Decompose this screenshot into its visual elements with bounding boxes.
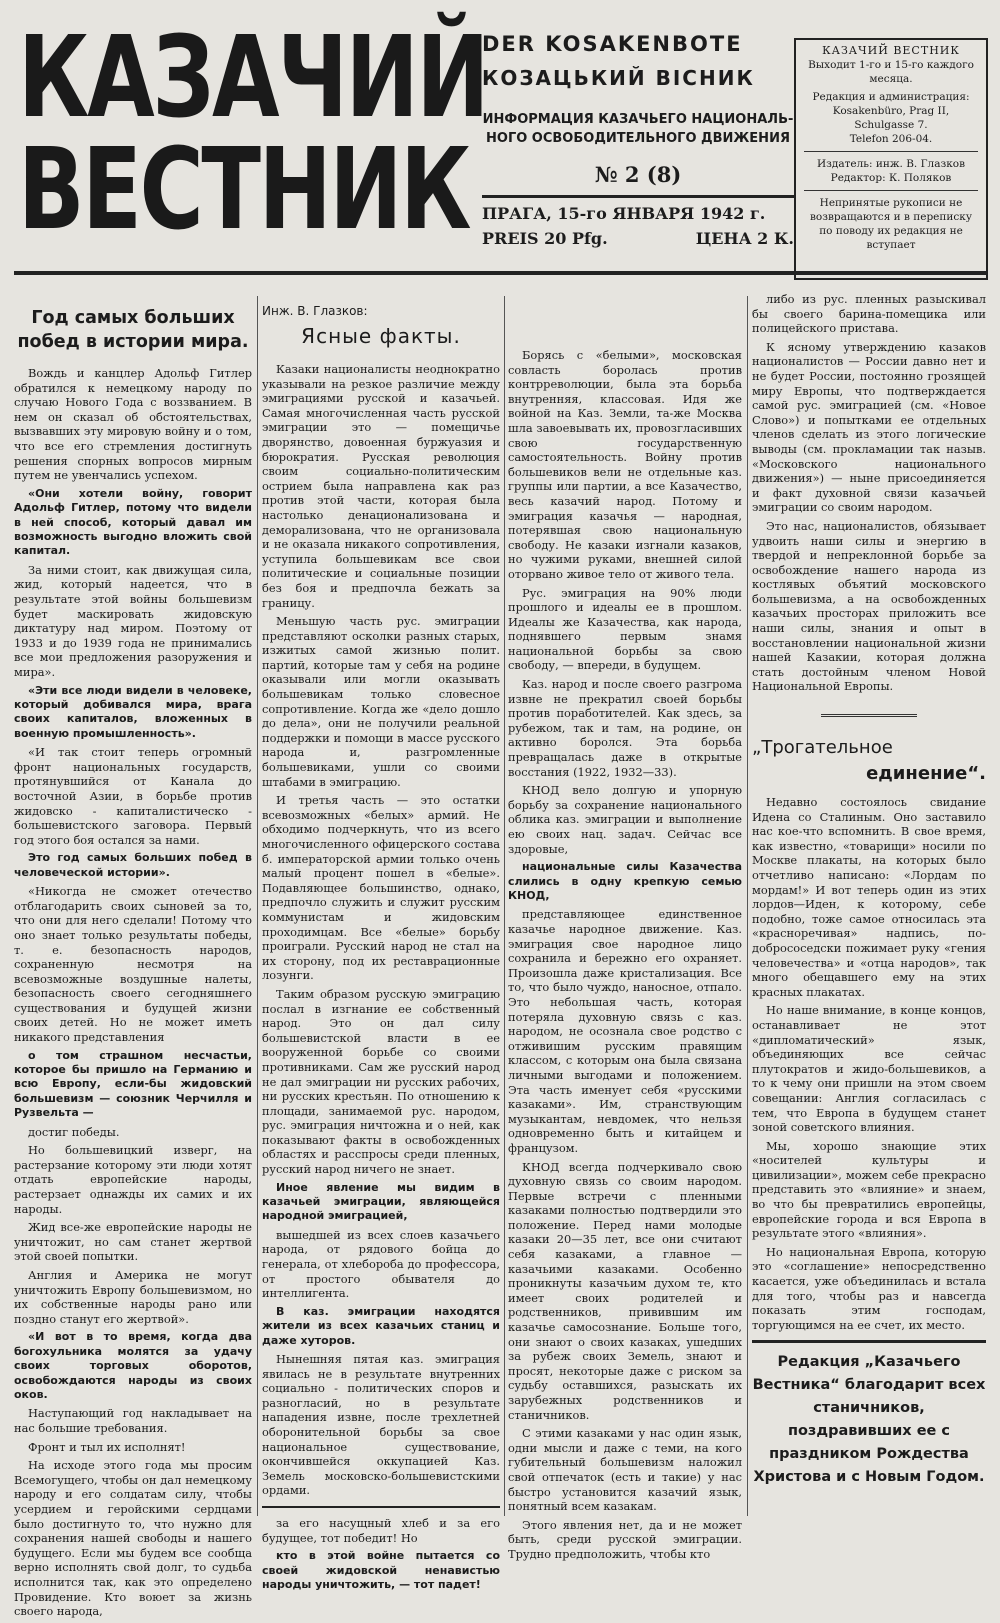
article1-paragraph: Фронт и тыл их исполнят! — [28, 1439, 186, 1454]
infobox-address-line1: Kosakenbüro, Prag II, — [832, 105, 950, 117]
article3-paragraph: Недавно состоялось свидание Идена со Сталиным. Оно заставило нас кое-что вспомнить. В свое время, как известно, «товарищи» носили по Москве плакаты, на которых было отчетливо написано: «Лордам по мордам!» И вот теперь один из этих лордов—Иден, к которому, себе подобно, тоже самое относилась эта «красноречивая» надпись, по-добрососедски пожимает руку «гения человечества» и «отца народов», так много обещавшего ему на этих красных плакатах. — [752, 795, 986, 999]
article2-paragraph: вышедшей из всех слоев казачьего народа, от рядового бойца до генерала, от хлебороба до профессора, от простого обывателя до интеллигента. — [262, 1227, 500, 1301]
article2-paragraph: Каз. народ и после своего разгрома извне не прекратил своей борьбы против поработителей. Как здесь, за рубежом, так и там, на родине, он активно боролся. Эта борьба превращалась даже в открытые восстания (1922, 1932—33). — [508, 677, 742, 779]
price-german: PREIS 20 Pfg. — [482, 229, 608, 248]
infobox-note: Непринятые рукописи не возвращаются и в переписку по поводу их редакция не вступает — [809, 197, 973, 251]
article1-paragraph: Англия и Америка не могут уничтожить Европу большевизмом, но их собственные народы рано или поздно станут его жертвой». — [14, 1268, 252, 1326]
article3-headline-line2: единение“. — [866, 763, 986, 785]
article1-paragraph: «Эти все люди видели в человеке, который добивался мира, врага своих капиталов, вложенных в военную промышленность». — [14, 683, 252, 740]
article1-paragraph: о том страшном несчастьи, которое бы пришло на Германию и всю Европу, если-бы жидовский большевизм — союзник Черчилля и Рузвельта — — [14, 1048, 252, 1120]
masthead-center — [482, 32, 794, 248]
header-rule — [14, 271, 986, 275]
article1-paragraph: «Никогда не сможет отечество отблагодарить своих сыновей за то, что они для него сделали! Потому что оно знает только результаты победы, т. е. безопасность народов, сохраненную несмотря на всевозможные воздушные налеты, безопасность своего сегодняшнего существования и будущей жизни своих детей. Но не может иметь никакого представления — [14, 884, 252, 1045]
article1-paragraph: Но большевицкий изверг, на растерзание которому эти люди хотят отдать европейские народы, растерзает однажды их самих и их народы. — [14, 1143, 252, 1216]
article3-headline-line1: „Трогательное — [752, 737, 893, 759]
article1-paragraph: За ними стоит, как движущая сила, жид, который надеется, что в результате этой войны большевизм будет маскировать жидовскую диктатуру над миром. Поэтому от 1933 и до 1939 года не принимались все мои предложения разоружения и мира». — [14, 562, 252, 679]
article1-paragraph: Наступающий год накладывает на нас большие требования. — [14, 1406, 252, 1436]
article2-paragraph: Это нас, националистов, обязывает удвоить наши силы и энергию в твердой и непреклонной борьбе за освобождение нашего народа из костлявых объятий московского большевизма, а на освобожденных казачьих просторах приложить все наши силы, знания и опыт в восстановлении национальной жизни нашей Казакии, которая должна стать достойным членом Новой Национальной Европы. — [752, 518, 986, 694]
article1-paragraph: Вождь и канцлер Адольф Гитлер обратился к немецкому народу по случаю Нового Года с воззванием. В нем он сказал об обстоятельствах, вызвавших эту мировую войну и о том, что все его стремления достигнуть решения спорных вопросов мирным путем не увенчались успехом. — [14, 366, 252, 483]
column-4 — [752, 292, 986, 1489]
article2-final-body — [752, 292, 986, 694]
article2-paragraph: КНОД всегда подчеркивало свою духовную связь со своим народом. Первые встречи с пленными казаками полностью подтвердили это положение. Перед нами молодые казаки 20—35 лет, все они считают себя казаками, а главное — казачьими казаками. Особенно проникнуты казачьим духом те, кто имеет своих родителей и родственников, привившим им казачье самосознание. Больше того, они знают о своих казаках, ушедших за рубеж своих Земель, знают и просят, некоторые даже с риском за судьбу оставшихся, разыскать их зарубежных родственников и станичников. — [508, 1159, 742, 1422]
article2-paragraph: КНОД вело долгую и упорную борьбу за сохранение национального облика каз. эмиграции и выполнение ею своих нац. задач. Сейчас все здоровые, — [508, 783, 742, 856]
ornamental-divider — [752, 702, 986, 721]
article2-paragraph: Борясь с «белыми», московская совласть боролась против контрреволюции, была эта борьба внутренняя, классовая. Идя же войной на Каз. Земли, та-же Москва шла завоевывать их, провозгласивших свою государственную самостоятельность. Войну против большевиков вели не отдельные каз. группы или партии, а все Казачество, весь казачий народ. Потому и эмиграция казачья — народная, потерявшая свою национальную свободу. Не казаки изгнали казаков, но чужими руками, внешней силой оторвано живое тело от живого тела. — [508, 348, 742, 581]
article1-paragraph: Это год самых больших побед в человеческой истории». — [14, 851, 252, 879]
newspaper-title-line2: ВЕСТНИК — [18, 125, 470, 255]
masthead-divider — [482, 195, 794, 198]
issue-number: № 2 (8) — [594, 162, 682, 187]
article2-headline: Ясные факты. — [301, 324, 461, 348]
ornament-line — [821, 714, 917, 717]
infobox-editor: Редактор: К. Поляков — [830, 172, 952, 184]
price-russian: ЦЕНА 2 К. — [695, 229, 794, 248]
article3-paragraph: Но национальная Европа, которую это «соглашение» непосредственно касается, уже объединилась и встала для того, чтобы раз и навсегда показать этим господам, торгующимся на ее счет, их место. — [752, 1244, 986, 1332]
column-separator — [504, 296, 505, 1516]
column-1 — [14, 292, 252, 1623]
ukrainian-title: КОЗАЦЬКИЙ ВІСНИК — [482, 66, 755, 90]
article2-divider — [262, 1506, 500, 1508]
article1-continuation: кто в этой войне пытается со своей жидовской ненавистью народы уничтожить, — тот падет! — [262, 1549, 500, 1591]
article2-paragraph: Этого явления нет, да и не может быть, среди русской эмиграции. Трудно предположить, чтобы кто — [508, 1517, 742, 1561]
article1-paragraph: «И вот в то время, когда два богохульника молятся за удачу своих торговых оборотов, освобождаются народы из своих оков. — [14, 1330, 252, 1402]
article2-paragraph: Таким образом русскую эмиграцию послал в изгнание ее собственный народ. Это он дал силу большевистской власти в ее вооруженной борьбе со своими противниками. Сам же русский народ не дал эмиграции ни русских рабочих, ни русских крестьян. По отношению к площади, занимаемой рус. народом, рус. эмиграция ничтожна и о ней, как показывают факты в освобожденных областях и расспросы среди пленных, русский народ ничего не знает. — [262, 986, 500, 1177]
article1-paragraph: На исходе этого года мы просим Всемогущего, чтобы он дал немецкому народу и его солдатам силу, чтобы усердием и геройскими сердцами было достигнуто то, что нужно для сохранения нашей свободы и нашего будущего. Если мы будем все сообща верно исполнять свой долг, то судьба исполнится так, как это определено Провидение. Кто воюет за жизнь своего народа, — [14, 1458, 252, 1619]
infobox-publisher: Издатель: инж. В. Глазков — [816, 158, 966, 170]
article2-paragraph: Меньшую часть рус. эмиграции представляют осколки разных старых, изжитых самой жизнью полит. партий, которые там у себя на родине оказывали или могли оказывать большевикам только словесное сопротивление. Когда же «дело дошло до дела», они не получили реальной поддержки и помощи в массе русского народа и, разгромленные большевиками, ушли со своими штабами в эмиграцию. — [262, 614, 500, 789]
dateline — [482, 204, 794, 223]
german-title: DER KOSAKENBOTE — [482, 32, 743, 56]
column-2 — [262, 292, 500, 1596]
article2-paragraph: представляющее единственное казачье народное движение. Каз. эмиграция свое народное лицо сохранила и бережно его охраняет. Произошла даже кристализация. Все то, что было чуждо, наносное, отпало. Это небольшая часть, которая потеряла духовную связь с каз. народом, не осознала свое родство с отживишим русским правящим классом, с которым она была связана личными выгодами и положением. Эта часть именует себя «русскими казаками». Им, странствующим музыкантам, невдомек, что нельзя одновременно быть и китайцем и французом. — [508, 907, 742, 1155]
article2-paragraph: Рус. эмиграция на 90% люди прошлого и идеалы ее в прошлом. Идеалы же Казачества, как народа, поднявшего первым знамя национальной борьбы за свою свободу, — впереди, в будущем. — [508, 585, 742, 673]
thanks-divider — [752, 1340, 986, 1343]
article1-headline: Год самых больших побед в истории мира. — [17, 308, 249, 352]
article1-body — [14, 366, 252, 1619]
column-separator — [747, 296, 748, 1516]
article1-continuation: за его насущный хлеб и за его будущее, тот победит! Но — [262, 1516, 500, 1545]
newspaper-title-line1: КАЗАЧИЙ — [18, 13, 488, 143]
column-separator — [257, 296, 258, 1516]
article2-paragraph: либо из рус. пленных разыскивал бы своего барина-помещика или полицейского пристава. — [752, 292, 986, 336]
price-line — [482, 229, 794, 248]
article2-byline: Инж. В. Глазков: — [262, 304, 368, 318]
masthead — [12, 14, 988, 276]
article2-paragraph: Казаки националисты неоднократно указывали на резкое различие между эмиграциями русской и казачьей. Самая многочисленная часть русской эмиграции это — помещичье дворянство, довоенная буржуазия и бюрократия. Русская революция своим социально-политическим острием была направлена как раз против этой части, которая была настолько денационализована и деморализована, что не организовала и не оказала никакого сопротивления, уступила большевикам все свои политические и социальные позиции без боя и предпочла бежать за границу. — [262, 362, 500, 610]
publication-info-box — [794, 38, 988, 280]
article2-paragraph: К ясному утверждению казаков националистов — России давно нет и не будет России, постоянно грозящей миру Европы, что подтверждается самой рус. эмиграцией (см. «Новое Слово») и попытками ее отдельных членов сделать из этого логические выводы (см. прокламации так назыв. «Московского национального движения») — ныне присоединяется и факт духовной связи казачьей эмиграции со своим народом. — [752, 339, 986, 515]
infobox-phone: Telefon 206-04. — [849, 133, 933, 145]
article2-paragraph: Иное явление мы видим в казачьей эмиграции, являющейся народной эмиграцией, — [262, 1180, 500, 1223]
article3-paragraph: Но наше внимание, в конце концов, останавливает не этот «дипломатический» язык, объединяющих все сейчас плутократов и жидо-большевиков, а то к чему они пришли на этом своем совещании: Англия согласилась с тем, что Европа в будущем станет зоной советского влияния. — [752, 1003, 986, 1135]
infobox-divider — [804, 151, 978, 152]
article1-paragraph: «И так стоит теперь огромный фронт национальных государств, протянувшийся от Канала до восточной Азии, в борьбе против жидовско - капиталистическо - большевистского заговора. Первый год этого боя остался за нами. — [14, 745, 252, 847]
article3-paragraph: Мы, хорошо знающие этих «носителей культуры и цивилизации», можем себе прекрасно представить это «влияние» и знаем, во что бы превратились европейцы, европейские города и вся Европа в результате этого «влияния». — [752, 1138, 986, 1241]
article3-body — [752, 795, 986, 1332]
article1-paragraph: «Они хотели войну, говорит Адольф Гитлер, потому что видели в ней способ, который давал им возможность выгодно вложить свой капитал. — [14, 486, 252, 558]
article2-paragraph: национальные силы Казачества слились в одну крепкую семью КНОД, — [508, 860, 742, 902]
masthead-subtitle: ИНФОРМАЦИЯ КАЗАЧЬЕГО НАЦИОНАЛЬ-НОГО ОСВОБОДИТЕЛЬНОГО ДВИЖЕНИЯ — [482, 112, 794, 146]
article1-paragraph: достиг победы. — [28, 1124, 120, 1139]
article2-body — [262, 362, 500, 1592]
article3-headline — [752, 735, 986, 787]
column-3 — [508, 292, 742, 1566]
article2-paragraph: В каз. эмиграции находятся жители из всех казачьих станиц и даже хуторов. — [262, 1304, 500, 1347]
date-place: ПРАГА, 15-го ЯНВАРЯ 1942 г. — [482, 204, 766, 223]
infobox-title: КАЗАЧИЙ ВЕСТНИК — [822, 44, 960, 57]
article2-paragraph: С этими казаками у нас один язык, одни мысли и даже с теми, на кого губительный большевизм наложил свой отпечаток (есть и такие) у нас быстро установится казачий язык, понятный всем казакам. — [508, 1426, 742, 1514]
article2-continued-body — [508, 348, 742, 1562]
infobox-frequency: Выходит 1-го и 15-го каждого месяца. — [808, 59, 974, 85]
infobox-divider — [804, 190, 978, 191]
infobox-address-line2: Schulgasse 7. — [854, 119, 928, 131]
infobox-editorial: Редакция и администрация: — [812, 91, 970, 103]
article1-paragraph: Жид все-же европейские народы не уничтожит, но сам станет жертвой этой своей попытки. — [14, 1220, 252, 1264]
editorial-thanks-notice: Редакция „Казачьего Вестника“ благодарит всех станичников, поздравивших ее с праздником Рождества Христова и с Новым Годом. — [752, 1354, 986, 1486]
article2-paragraph: И третья часть — это остатки всевозможных «белых» армий. Не обходимо подчеркнуть, что из всего многочисленного офицерского состава б. императорской армии только очень малый процент пошел в «белые». Подавляющее большинство, однако, предпочло служить и служит русским коммунистам и жидовским проходимцам. Все «белые» борьбу проиграли. Русский народ не стал на их сторону, под их реставрационные лозунги. — [262, 793, 500, 983]
article2-paragraph: Нынешняя пятая каз. эмиграция явилась не в результате внутренних социально - политических споров и разногласий, но в результате нападения извне, после трехлетней оборонительной борьбы за свое национальное существование, окончившейся оккупацией Каз. Земель московско-большевистскими ордами. — [262, 1352, 500, 1498]
